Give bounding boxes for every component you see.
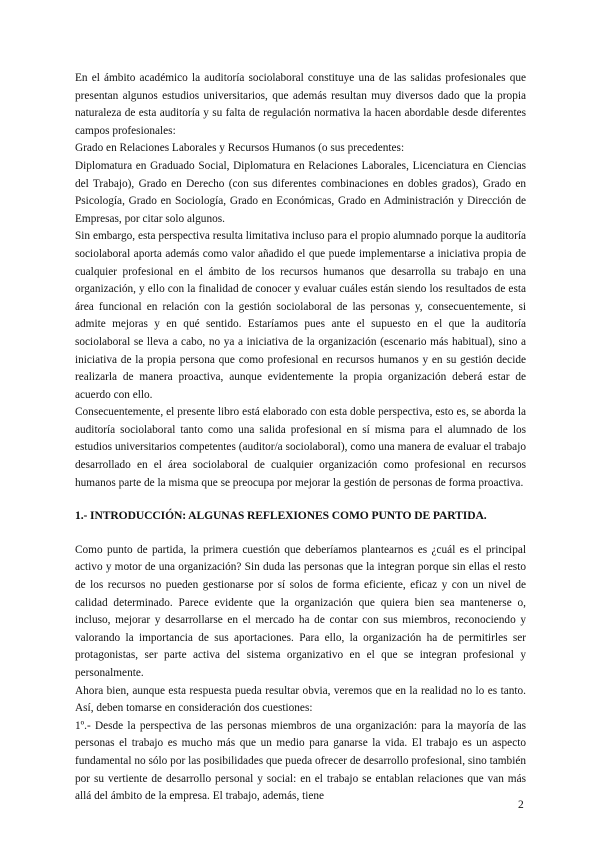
section-heading: 1.- INTRODUCCIÓN: ALGUNAS REFLEXIONES COMO PUNTO DE PARTIDA. [75, 509, 487, 523]
intro-paragraph-3: Diplomatura en Graduado Social, Diplomatura en Relaciones Laborales, Licenciatura en Ciencias del Trabajo), Grado en Derecho (con sus diferentes combinaciones en dobles grados), Grado en Psicología, Grado en Sociología, Grado en Económicas, Grado en Administración y Dirección de Empresas, por citar solo algunos. [75, 159, 526, 225]
page-number: 2 [518, 799, 524, 811]
intro-paragraph-4: Sin embargo, esta perspectiva resulta limitativa incluso para el propio alumnado porque la auditoría sociolaboral aporta además como valor añadido el que puede implementarse a iniciativa propia de cualquier profesional en el ámbito de los recursos humanos que desarrolla su trabajo en una organización, y ello con la finalidad de conocer y evaluar cuáles están siendo los resultados de esta área funcional en relación con la gestión sociolaboral de las personas y, consecuentemente, si admite mejoras y en qué sentido. Estaríamos pues ante el supuesto en el que la auditoría sociolaboral se lleva a cabo, no ya a iniciativa de la organización (escenario más habitual), sino a iniciativa de la propia persona que como profesional en recursos humanos y en su gestión decide realizarla de manera proactiva, aunque evidentemente la propia organización deberá estar de acuerdo con ello. [75, 230, 526, 401]
intro-paragraph-2: Grado en Relaciones Laborales y Recursos Humanos (o sus precedentes: [75, 142, 405, 155]
intro-paragraph-1: En el ámbito académico la auditoría sociolaboral constituye una de las salidas profesionales que presentan algunos estudios universitarios, que además resultan muy diversos dado que la propia naturaleza de esta auditoría y su falta de regulación normativa la hacen abordable desde diferentes campos profesionales: [75, 72, 526, 137]
section-paragraph-3: 1º.- Desde la perspectiva de las personas miembros de una organización: para la mayoría de las personas el trabajo es mucho más que un medio para ganarse la vida. El trabajo es un aspecto fundamental no sólo por las posibilidades que pueda ofrecer de desarrollo profesional, sino también por su vertiente de desarrollo personal y social: en el trabajo se entablan relaciones que van más allá del ámbito de la empresa. El trabajo, además, tiene [75, 719, 526, 803]
intro-paragraph-5: Consecuentemente, el presente libro está elaborado con esta doble perspectiva, esto es, se aborda la auditoría sociolaboral tanto como una salida profesional en sí misma para el alumnado de los estudios universitarios competentes (auditor/a sociolaboral), como una manera de evaluar el trabajo desarrollado en el área sociolaboral de cualquier organización como profesional en recursos humanos parte de la misma que se preocupa por mejorar la gestión de personas de forma proactiva. [75, 406, 526, 489]
section-paragraph-1: Como punto de partida, la primera cuestión que deberíamos plantearnos es ¿cuál es el principal activo y motor de una organización? Sin duda las personas que la integran porque sin ellas el resto de los recursos no pueden gestionarse por sí solos de forma eficiente, eficaz y con un nivel de calidad determinado. Parece evidente que la organización que quiera bien sea mantenerse o, incluso, mejorar y desarrollarse en el mercado ha de contar con sus miembros, reconociendo y valorando la importancia de sus aportaciones. Para ello, la organización ha de permitirles ser protagonistas, ser parte activa del sistema organizativo en el que se integran profesional y personalmente. [75, 543, 526, 679]
document-body [75, 70, 526, 806]
section-paragraph-2: Ahora bien, aunque esta respuesta pueda resultar obvia, veremos que en la realidad no lo es tanto. Así, deben tomarse en consideración dos cuestiones: [75, 684, 526, 715]
